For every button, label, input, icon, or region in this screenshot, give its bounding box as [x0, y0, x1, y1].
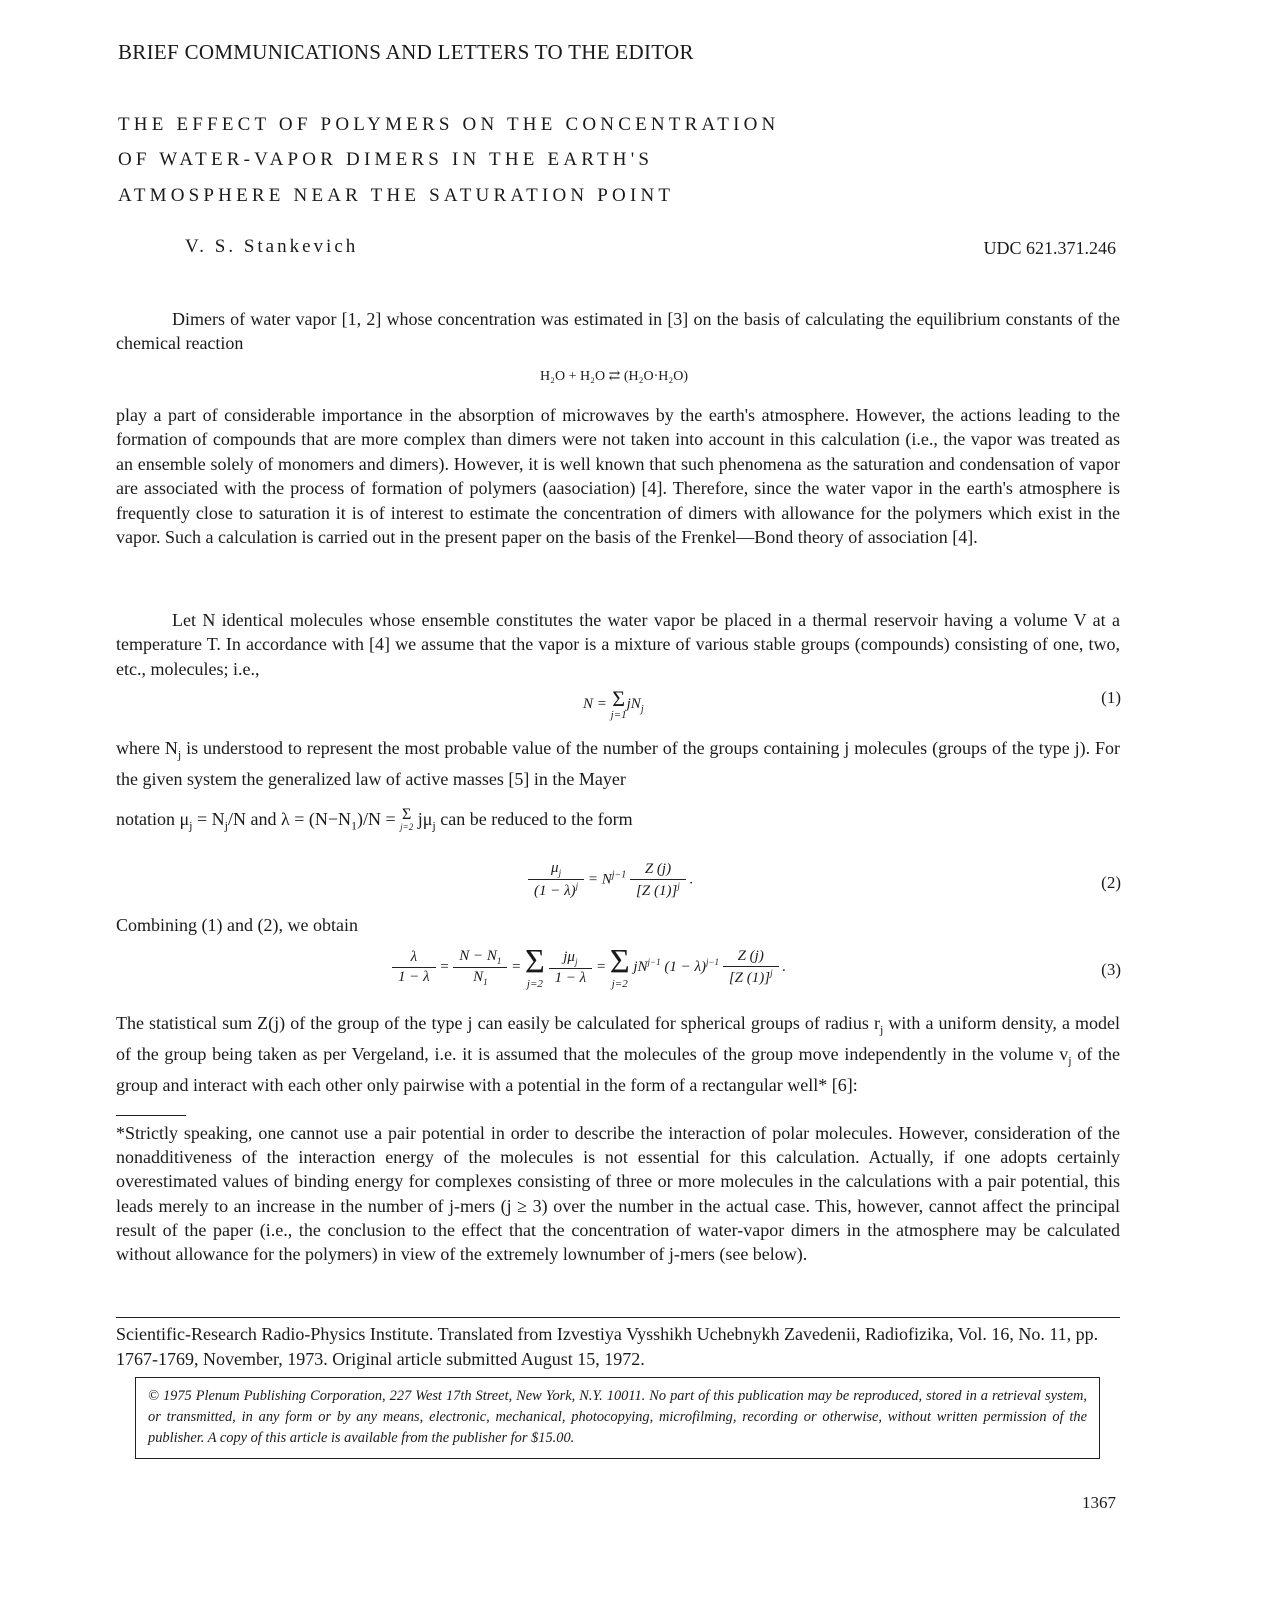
title-line-2: OF WATER-VAPOR DIMERS IN THE EARTH'S — [118, 149, 654, 170]
paragraph-3: Let N identical molecules whose ensemble constitutes the water vapor be placed in a thermal reservoir having a volume V at a temperature T. In accordance with [4] we assume that the vapor is a mixture of various stable groups (compounds) consisting of one, two, etc., molecules; i.e., — [116, 610, 1120, 679]
page-number: 1367 — [1082, 1493, 1116, 1512]
equation-1: N = Σ j=1 $jN_j$ — [583, 686, 644, 721]
footnote: *Strictly speaking, one cannot use a pair potential in order to describe the interaction of polar molecules. However, consideration of the nonadditiveness of the interaction energy of the molecules is not essential for this calculation. Actually, if one adopts certainly overestimated values of binding energy for complexes consisting of three or more molecules in the calculations with a pair potential, this leads merely to an increase in the number of j-mers (j ≥ 3) over the number in the actual case. This, however, cannot affect the principal result of the paper (i.e., the conclusion to the effect that the concentration of water-vapor dimers in the atmosphere may be calculated without allowance for the polymers) in view of the extremely lownumber of j-mers (see below). — [116, 1123, 1120, 1265]
title-line-3: ATMOSPHERE NEAR THE SATURATION POINT — [118, 185, 675, 206]
equation-3-number: (3) — [1101, 960, 1121, 979]
paragraph-1: Dimers of water vapor [1, 2] whose concentration was estimated in [3] on the basis of calculating the equilibrium constants of the chemical reaction — [116, 309, 1120, 354]
section-heading: BRIEF COMMUNICATIONS AND LETTERS TO THE EDITOR — [118, 40, 694, 64]
affiliation: Scientific-Research Radio-Physics Institute. Translated from Izvestiya Vysshikh Uchebnykh Zavedenii, Radiofizika, Vol. 16, No. 11, pp. 1767-1769, November, 1973. Original article submitted August 15, 1972. — [116, 1324, 1099, 1369]
equation-2: $\frac{\mu_j}{(1 - \lambda)^j}$ = $N^{j-1}$ $\frac{Z (j)}{[Z (1)]^j}$ . — [528, 860, 693, 900]
paragraph-5: notation $\mu_j = N_j/N$ and $\lambda = (N-N_1)/N$ = Σ j=2 $j\mu_j$ can be reduced to the form — [116, 806, 633, 833]
footnote-rule — [116, 1115, 186, 1116]
paragraph-4: where $N_j$ is understood to represent the most probable value of the number of the groups containing j molecules (groups of the type j). For the given system the generalized law of active masses [5] in the Mayer — [116, 738, 1120, 789]
paragraph-6: Combining (1) and (2), we obtain — [116, 915, 358, 935]
author: V. S. Stankevich — [185, 236, 359, 257]
title-line-1: THE EFFECT OF POLYMERS ON THE CONCENTRATION — [118, 114, 780, 135]
reaction-equation: H₂O + H₂O ⇄ (H₂O·H₂O) — [540, 369, 689, 384]
paragraph-7: The statistical sum Z(j) of the group of the type j can easily be calculated for spherical groups of radius $r_j$ with a uniform density, a model of the group being taken as per Vergeland, i.e. it is assumed that the molecules of the group move independently in the volume $v_j$ of the group and interact with each other only pairwise with a potential in the form of a rectangular well* [6]: — [116, 1013, 1121, 1095]
affiliation-rule — [116, 1317, 1120, 1318]
equation-3: $\frac{\lambda}{1 - \lambda}$ = $\frac{N - N_1}{N_1}$ = Σ j=2 $\frac{j\mu_j}{1 - \lambda}$ = Σ j=2 $jN^{j-1}$ $(1 - \lambda)^{j-1}$ $\frac{Z (j)}{[Z (1)]^j}$ . — [392, 945, 786, 990]
copyright-notice: © 1975 Plenum Publishing Corporation, 227 West 17th Street, New York, N.Y. 10011. No part of this publication may be reproduced, stored in a retrieval system, or transmitted, in any form or by any means, electronic, mechanical, photocopying, microfilming, recording or otherwise, without written permission of the publisher. A copy of this article is available from the publisher for $15.00. — [135, 1377, 1100, 1459]
equation-1-number: (1) — [1101, 688, 1121, 707]
equation-2-number: (2) — [1101, 873, 1121, 892]
udc-code: UDC 621.371.246 — [983, 238, 1116, 258]
paragraph-2: play a part of considerable importance in the absorption of microwaves by the earth's atmosphere. However, the actions leading to the formation of compounds that are more complex than dimers were not taken into account in this calculation (i.e., the vapor was treated as an ensemble solely of monomers and dimers). However, it is well known that such phenomena as the saturation and condensation of vapor are associated with the process of formation of polymers (aasociation) [4]. Therefore, since the water vapor in the earth's atmosphere is frequently close to saturation it is of interest to estimate the concentration of dimers with allowance for the polymers which exist in the vapor. Such a calculation is carried out in the present paper on the basis of the Frenkel—Bond theory of association [4]. — [116, 405, 1120, 548]
